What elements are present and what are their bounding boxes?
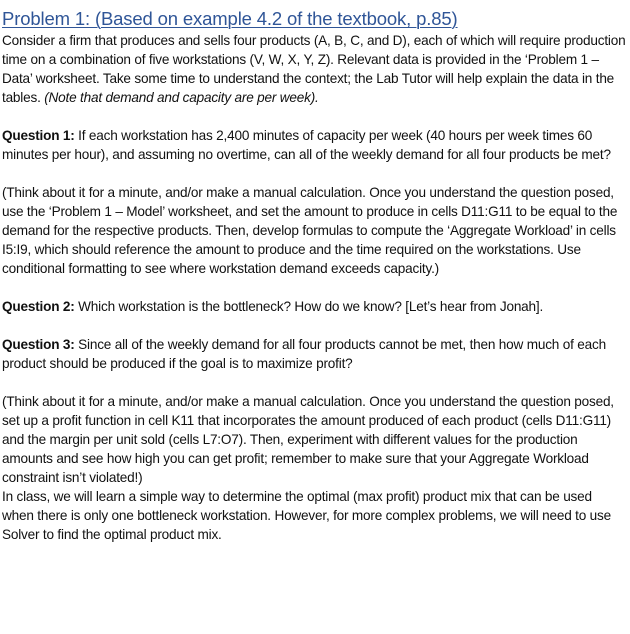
intro-note: (Note that demand and capacity are per week).: [44, 90, 319, 105]
spacer: [2, 373, 626, 392]
question-2-label: Question 2:: [2, 299, 75, 314]
spacer: [2, 316, 626, 335]
question-1-label: Question 1:: [2, 128, 75, 143]
intro-text: Consider a firm that produces and sells four products (A, B, C, and D), each of which will require production time on a combination of five workstations (V, W, X, Y, Z). Relevant data is provided in the ‘Problem 1 – Data’ worksheet. Take some time to understand the context; the Lab Tutor will help explain the data in the tables.: [2, 33, 626, 105]
spacer: [2, 164, 626, 183]
hint-1-paragraph: (Think about it for a minute, and/or make a manual calculation. Once you understand the question posed, use the ‘Problem 1 – Model’ worksheet, and set the amount to produce in cells D11:G11 to be equal to the demand for the respective products. Then, develop formulas to compute the ‘Aggregate Workload’ in cells I5:I9, which should reference the amount to produce and the time required on the workstations. Use conditional formatting to see where workstation demand exceeds capacity.): [2, 185, 618, 276]
question-2-paragraph: [2, 297, 626, 316]
question-3-paragraph: [2, 335, 626, 373]
question-2-text: Which workstation is the bottleneck? How do we know? [Let’s hear from Jonah].: [74, 299, 544, 314]
problem-title: Problem 1: (Based on example 4.2 of the textbook, p.85): [2, 8, 458, 29]
spacer: [2, 107, 626, 126]
spacer: [2, 278, 626, 297]
question-1-paragraph: [2, 126, 626, 164]
hint-3-paragraph: (Think about it for a minute, and/or make a manual calculation. Once you understand the question posed, set up a profit function in cell K11 that incorporates the amount produced of each product (cells D11:G11) and the margin per unit sold (cells L7:O7). Then, experiment with different values for the production amounts and see how high you can get profit; remember to make sure that your Aggregate Workload constraint isn’t violated!): [2, 394, 614, 485]
question-1-text: If each workstation has 2,400 minutes of capacity per week (40 hours per week times 60 minutes per hour), and assuming no overtime, can all of the weekly demand for all four products be met?: [2, 128, 611, 162]
intro-paragraph: [2, 31, 626, 107]
document-body: [2, 8, 626, 544]
question-3-text: Since all of the weekly demand for all four products cannot be met, then how much of each product should be produced if the goal is to maximize profit?: [2, 337, 606, 371]
closing-paragraph: In class, we will learn a simple way to determine the optimal (max profit) product mix that can be used when there is only one bottleneck workstation. However, for more complex problems, we will need to use Solver to find the optimal product mix.: [2, 489, 611, 542]
question-3-label: Question 3:: [2, 337, 75, 352]
